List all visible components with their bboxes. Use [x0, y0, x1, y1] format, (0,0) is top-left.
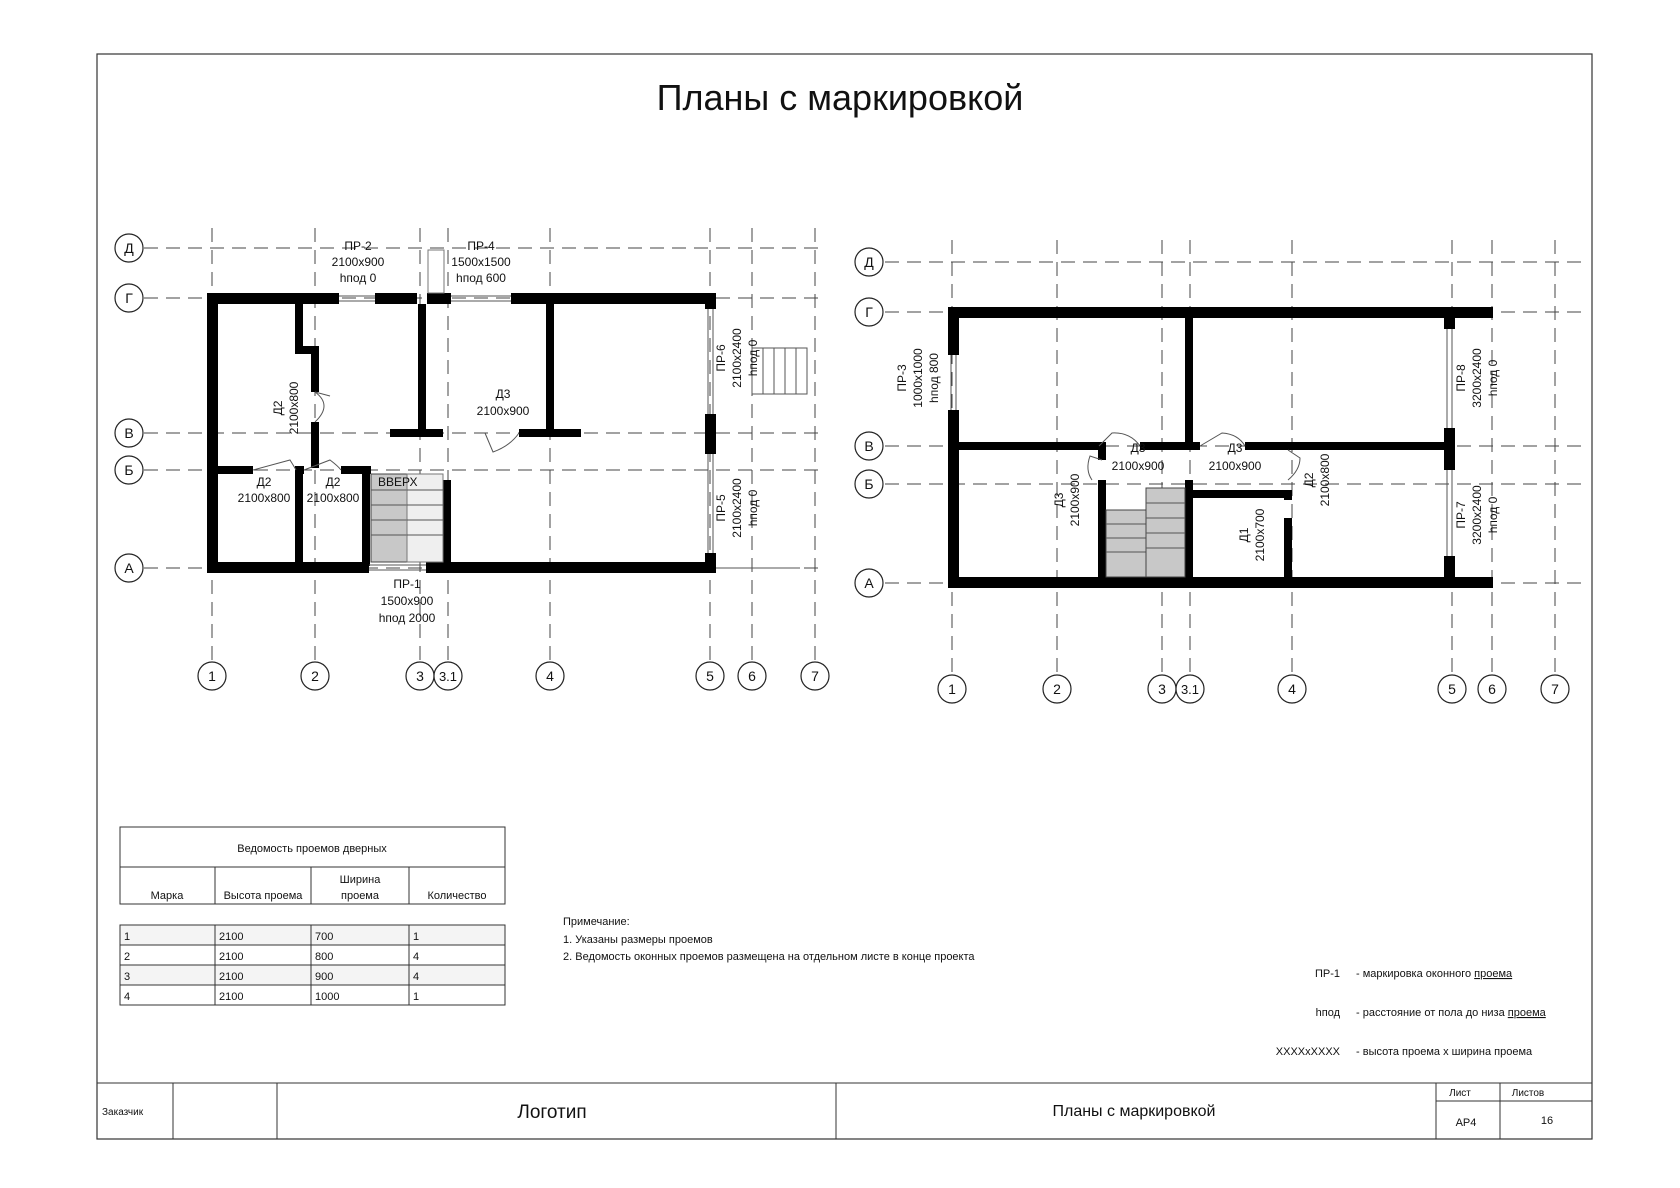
- table-cell: 1000: [315, 991, 340, 1003]
- logo-placeholder: Логотип: [517, 1102, 587, 1123]
- table-cell: 2100: [219, 931, 244, 943]
- grid-col-label: 6: [748, 668, 756, 684]
- table-cell: 1: [413, 931, 420, 943]
- door-mark: Д2: [1302, 472, 1316, 488]
- door-size: 2100x700: [1253, 508, 1267, 562]
- table-cell: 4: [413, 951, 420, 963]
- door-size: 2100x800: [1318, 453, 1332, 507]
- grid-col-label: 2: [311, 668, 319, 684]
- title-block: [97, 1083, 1592, 1139]
- door-size: 2100x800: [287, 381, 301, 435]
- table-cell: 800: [315, 951, 334, 963]
- door-mark: Д2: [256, 475, 272, 489]
- notes: [563, 916, 975, 963]
- opening-sill: hпод 2000: [378, 611, 436, 625]
- table-header: Высота проема: [223, 890, 303, 902]
- grid-col-label: 3: [416, 668, 424, 684]
- table-cell: 4: [413, 971, 420, 983]
- door-mark: Д2: [325, 475, 341, 489]
- plan2-staircase: [1106, 488, 1185, 577]
- opening-size: 3200x2400: [1470, 348, 1484, 408]
- table-cell: 1: [124, 931, 131, 943]
- grid-row-label: Б: [864, 476, 874, 492]
- table-cell: 4: [124, 991, 131, 1003]
- opening-size: 2100x900: [331, 255, 385, 269]
- plan2-walls: [948, 307, 1493, 588]
- table-cell: 1: [413, 991, 420, 1003]
- legend-key: hпод: [1315, 1007, 1340, 1019]
- opening-mark: ПР-7: [1454, 501, 1468, 529]
- opening-sill: hпод 0: [1486, 496, 1500, 534]
- grid-col-label: 7: [811, 668, 819, 684]
- table-header-line2: проема: [341, 890, 379, 902]
- grid-col-label: 2: [1053, 681, 1061, 697]
- grid-col-label: 1: [948, 681, 956, 697]
- customer-label: Заказчик: [102, 1107, 144, 1118]
- legend: [1276, 968, 1547, 1058]
- door-size: 2100x900: [1208, 459, 1262, 473]
- table-cell: 2100: [219, 991, 244, 1003]
- plan1-staircase: [371, 474, 443, 562]
- grid-row-label: А: [124, 560, 134, 576]
- door-mark: Д3: [495, 387, 511, 401]
- grid-row-label: В: [124, 425, 134, 441]
- sheet-title: Планы с маркировкой: [1052, 1103, 1216, 1120]
- grid-col-label: 3.1: [1180, 682, 1200, 697]
- opening-size: 1500x1500: [451, 255, 511, 269]
- door-mark: Д3: [1130, 441, 1146, 455]
- grid-col-label: 5: [706, 668, 714, 684]
- opening-size: 3200x2400: [1470, 485, 1484, 545]
- grid-col-label: 6: [1488, 681, 1496, 697]
- opening-size: 1500x900: [380, 594, 434, 608]
- table-header: Марка: [150, 890, 184, 902]
- sheet-value: АР4: [1455, 1117, 1477, 1129]
- table-cell: 700: [315, 931, 334, 943]
- grid-col-label: 7: [1551, 681, 1559, 697]
- opening-sill: hпод 0: [746, 339, 760, 377]
- door-size: 2100x800: [306, 491, 360, 505]
- door-mark: Д3: [1227, 441, 1243, 455]
- grid-col-bubbles: [198, 662, 829, 690]
- legend-text: - высота проема х ширина проема: [1356, 1046, 1533, 1058]
- grid-col-label: 1: [208, 668, 216, 684]
- opening-mark: ПР-1: [393, 577, 421, 591]
- opening-mark: ПР-4: [467, 239, 495, 253]
- note-item: 2. Ведомость оконных проемов размещена на отдельном листе в конце проекта: [563, 951, 975, 963]
- grid-row-label: Д: [124, 240, 134, 256]
- opening-mark: ПР-6: [714, 344, 728, 372]
- legend-key: XXXXxXXXX: [1275, 1046, 1340, 1058]
- door-schedule-table: [120, 827, 505, 1005]
- grid-row-label: Г: [125, 290, 133, 306]
- opening-sill: hпод 800: [927, 353, 941, 403]
- sheets-value: 16: [1540, 1115, 1554, 1127]
- opening-mark: ПР-2: [344, 239, 372, 253]
- door-size: 2100x900: [1068, 473, 1082, 527]
- door-size: 2100x900: [1111, 459, 1165, 473]
- legend-text: - маркировка оконного проема: [1356, 968, 1513, 980]
- notes-heading: Примечание:: [563, 916, 630, 928]
- table-cell: 3: [124, 971, 131, 983]
- grid-col-label: 4: [546, 668, 554, 684]
- door-mark: Д3: [1052, 492, 1066, 508]
- floor-plan-2: [855, 240, 1585, 703]
- grid-row-label: В: [864, 438, 874, 454]
- opening-size: 2100x2400: [730, 328, 744, 388]
- opening-sill: hпод 600: [456, 271, 506, 285]
- grid-row-bubbles: [855, 248, 883, 597]
- legend-key: ПР-1: [1314, 968, 1340, 980]
- grid-row-label: Б: [124, 462, 134, 478]
- table-cell: 900: [315, 971, 334, 983]
- door-size: 2100x900: [476, 404, 530, 418]
- table-header: Количество: [427, 890, 487, 902]
- opening-sill: hпод 0: [746, 489, 760, 527]
- sheet-label: Лист: [1449, 1088, 1471, 1099]
- door-mark: Д2: [271, 400, 285, 416]
- grid-col-bubbles: [938, 675, 1569, 703]
- stairs-up-label: ВВЕРХ: [378, 475, 418, 489]
- table-header-line1: Ширина: [339, 874, 381, 886]
- opening-mark: ПР-5: [714, 494, 728, 522]
- opening-size: 2100x2400: [730, 478, 744, 538]
- door-size: 2100x800: [237, 491, 291, 505]
- grid-row-label: Г: [865, 304, 873, 320]
- page-title: Планы с маркировкой: [656, 77, 1024, 118]
- legend-text: - расстояние от пола до низа проема: [1356, 1007, 1546, 1019]
- opening-sill: hпод 0: [339, 271, 377, 285]
- opening-mark: ПР-8: [1454, 364, 1468, 392]
- note-item: 1. Указаны размеры проемов: [563, 934, 713, 946]
- floor-plan-1: [115, 228, 829, 690]
- table-cell: 2100: [219, 951, 244, 963]
- grid-col-label: 3: [1158, 681, 1166, 697]
- opening-size: 1000x1000: [911, 348, 925, 408]
- table-title: Ведомость проемов дверных: [237, 843, 387, 855]
- plan2-labels: [895, 348, 1500, 561]
- grid-row-label: Д: [864, 254, 874, 270]
- sheets-label: Листов: [1511, 1088, 1545, 1099]
- grid-col-label: 4: [1288, 681, 1296, 697]
- grid-col-label: 5: [1448, 681, 1456, 697]
- grid-col-label: 3.1: [438, 669, 458, 684]
- grid-row-label: А: [864, 575, 874, 591]
- grid-row-bubbles: [115, 234, 143, 582]
- opening-mark: ПР-3: [895, 364, 909, 392]
- table-cell: 2100: [219, 971, 244, 983]
- door-mark: Д1: [1237, 527, 1251, 543]
- table-cell: 2: [124, 951, 131, 963]
- opening-sill: hпод 0: [1486, 359, 1500, 397]
